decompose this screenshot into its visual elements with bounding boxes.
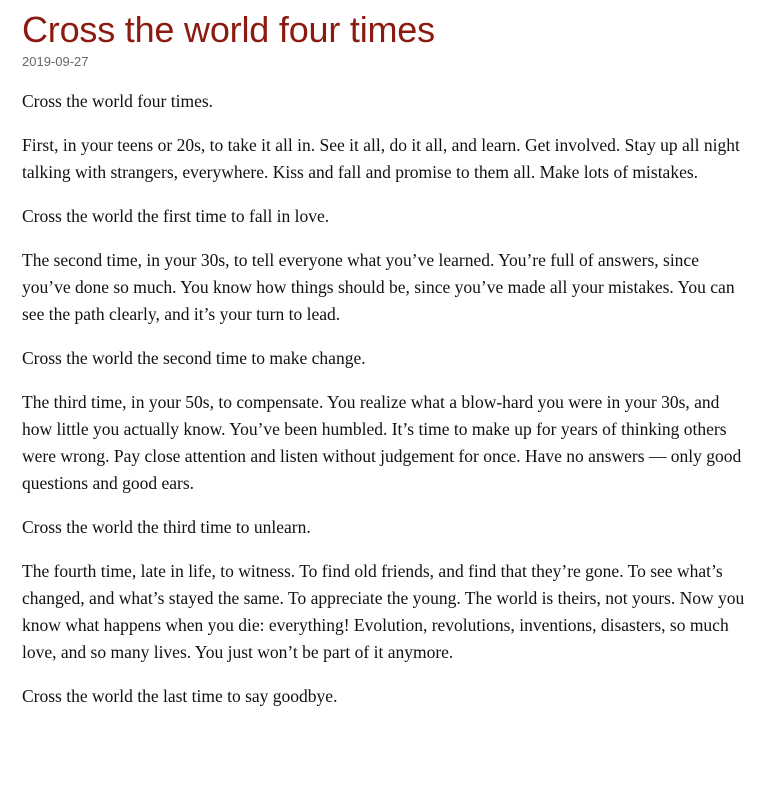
article — [22, 8, 747, 727]
post-body — [22, 88, 747, 710]
paragraph: First, in your teens or 20s, to take it all in. See it all, do it all, and learn. Get involved. Stay up all night talking with strangers, everywhere. Kiss and fall and promise to them all. Make lots of mistakes. — [22, 135, 740, 182]
paragraph: The second time, in your 30s, to tell everyone what you’ve learned. You’re full of answers, since you’ve done so much. You know how things should be, since you’ve made all your mistakes. You can see the path clearly, and it’s your turn to lead. — [22, 250, 735, 324]
paragraph: Cross the world the first time to fall in love. — [22, 206, 330, 226]
paragraph: The third time, in your 50s, to compensate. You realize what a blow-hard you were in your 30s, and how little you actually know. You’ve been humbled. It’s time to make up for years of thinking others were wrong. Pay close attention and listen without judgement for once. Have no answers — only good questions and good ears. — [22, 392, 742, 493]
paragraph: Cross the world the second time to make change. — [22, 348, 366, 368]
post-date: 2019-09-27 — [22, 54, 89, 69]
paragraph: Cross the world the third time to unlearn. — [22, 517, 311, 537]
post-title: Cross the world four times — [22, 9, 435, 50]
paragraph: Cross the world the last time to say goodbye. — [22, 686, 338, 706]
paragraph: The fourth time, late in life, to witness. To find old friends, and find that they’re gone. To see what’s changed, and what’s stayed the same. To appreciate the young. The world is theirs, not yours. Now you know what happens when you die: everything! Evolution, revolutions, inventions, disasters, so much love, and so many lives. You just won’t be part of it anymore. — [22, 561, 745, 662]
paragraph: Cross the world four times. — [22, 91, 214, 111]
